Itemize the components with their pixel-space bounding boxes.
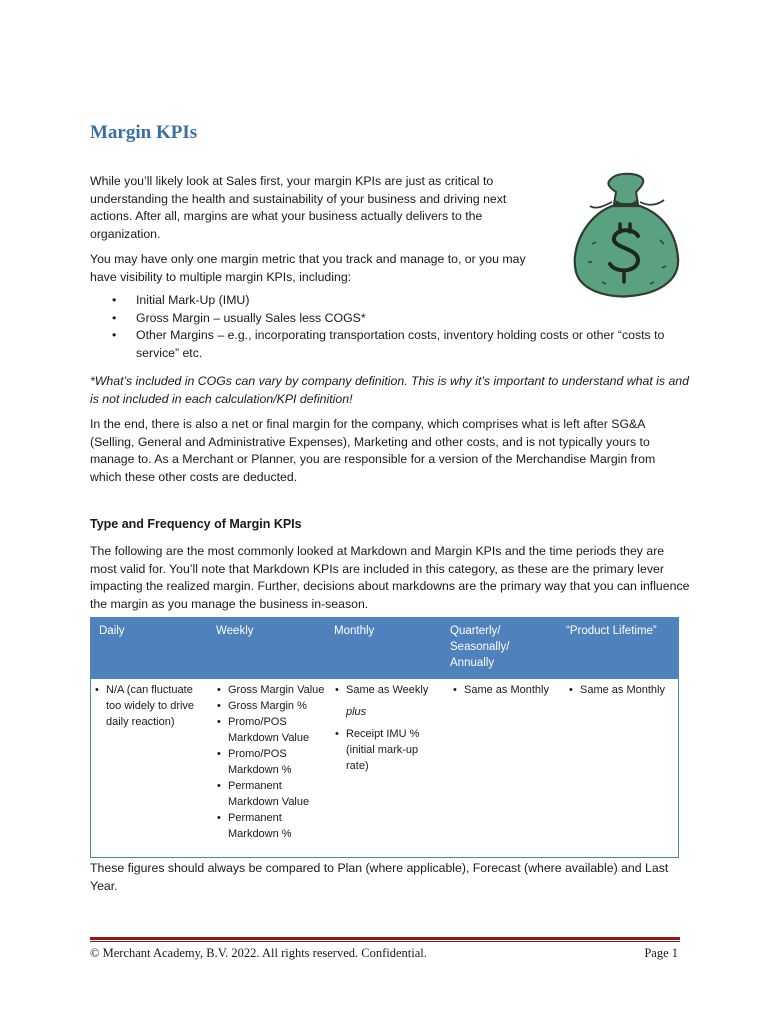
margin-metrics-paragraph: You may have only one margin metric that you track and manage to, or you may have visibility to multiple margin KPIs, including: xyxy=(90,252,526,284)
header-weekly: Weekly xyxy=(216,625,254,637)
monthly-list-top xyxy=(333,682,437,698)
header-quarterly: Quarterly/ Seasonally/ Annually xyxy=(450,625,510,669)
page-number: Page 1 xyxy=(644,946,678,960)
section-heading: Type and Frequency of Margin KPIs xyxy=(90,517,302,531)
footer-copyright: © Merchant Academy, B.V. 2022. All rights reserved. Confidential. xyxy=(90,946,427,960)
money-bag-icon xyxy=(566,170,686,300)
table-divider xyxy=(91,678,678,679)
cell-quarterly xyxy=(451,682,561,698)
list-item: • Same as Weekly xyxy=(333,682,437,698)
cell-monthly xyxy=(333,682,437,774)
margin-kpi-list xyxy=(90,292,690,362)
list-item: • Gross Margin Value xyxy=(215,682,325,698)
comparison-paragraph: These figures should always be compared to Plan (where applicable), Forecast (where available) and Last Year. xyxy=(90,861,669,893)
header-product-lifetime: “Product Lifetime” xyxy=(566,625,657,637)
list-item: • Other Margins – e.g., incorporating transportation costs, inventory holding costs or other “costs to service” etc. xyxy=(90,327,690,362)
cell-product-lifetime xyxy=(567,682,677,698)
footer-rule-thin xyxy=(90,941,680,942)
header-daily: Daily xyxy=(99,625,125,637)
list-item: • Promo/POS Markdown % xyxy=(215,746,325,778)
kpi-frequency-table xyxy=(90,617,679,858)
cogs-note: *What’s included in COGs can vary by company definition. This is why it’s important to understand what is and is not included in each calculation/KPI definition! xyxy=(90,374,689,406)
intro-paragraph: While you’ll likely look at Sales first, your margin KPIs are just as critical to understanding the health and sustainability of your business and driving next actions. After all, margins are what your business actually delivers to the organization. xyxy=(90,174,507,241)
monthly-list-bottom xyxy=(333,726,437,774)
plus-label: plus xyxy=(346,706,367,718)
list-item: • Permanent Markdown % xyxy=(215,810,325,842)
list-item: • Gross Margin % xyxy=(215,698,325,714)
header-monthly: Monthly xyxy=(334,625,375,637)
list-item: • Receipt IMU % (initial mark-up rate) xyxy=(333,726,437,774)
cell-weekly xyxy=(215,682,325,842)
list-item: • Same as Monthly xyxy=(451,682,561,698)
cell-daily xyxy=(93,682,203,730)
list-item: • Same as Monthly xyxy=(567,682,677,698)
list-item: • N/A (can fluctuate too widely to drive daily reaction) xyxy=(93,682,203,730)
page-title: Margin KPIs xyxy=(90,122,198,143)
list-item: • Initial Mark-Up (IMU) xyxy=(90,292,690,310)
list-item: • Permanent Markdown Value xyxy=(215,778,325,810)
list-item: • Gross Margin – usually Sales less COGS* xyxy=(90,310,690,328)
list-item: • Promo/POS Markdown Value xyxy=(215,714,325,746)
kpi-intro-paragraph: The following are the most commonly looked at Markdown and Margin KPIs and the time periods they are most valid for. You’ll note that Markdown KPIs are included in this category, as these are the primary lever impacting the realized margin. Further, decisions about markdowns are the primary way that you can influence the margin as you manage the business in-season. xyxy=(90,544,690,611)
net-margin-paragraph: In the end, there is also a net or final margin for the company, which comprises what is left after SG&A (Selling, General and Administrative Expenses), Marketing and other costs, and is not typically yours to manage to. As a Merchant or Planner, you are responsible for a version of the Merchandise Margin from which these other costs are deducted. xyxy=(90,417,656,484)
footer-rule xyxy=(90,937,680,940)
